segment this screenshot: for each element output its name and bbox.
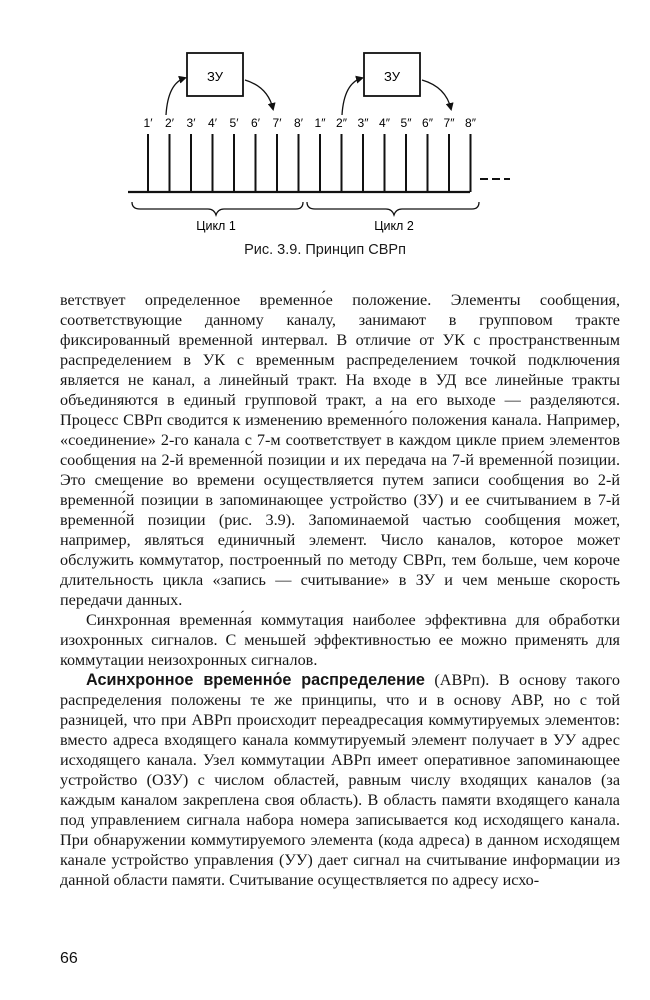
cycle-1-slot-label: 5′ <box>229 116 239 130</box>
write-arrow-2 <box>342 78 362 115</box>
cycle-2-brace <box>307 202 479 215</box>
cycle-2-slot-label: 2″ <box>336 116 347 130</box>
cycle-1-slot-label: 4′ <box>208 116 217 130</box>
cycle-2-slot-label: 3″ <box>357 116 369 130</box>
read-arrow-2 <box>422 80 451 109</box>
paragraph-3-body: (АВРп). В основу такого распределения положены те же принципы, что и в основу АВР, но с той разницей, что при АВРп происходит переадресация коммутируемых элементов: вместо адреса входящего канала коммутируемый элемент получает в УУ адрес исходящего канала. Узел коммутации АВРп имеет оперативное запоминающее устройство (ОЗУ) с числом областей, равным числу входящих каналов (за каждым каналом закреплена своя область). В область памяти входящего канала под управлением сигнала набора номера записывается код исходящего канала. При обнаружении коммутируемого элемента (кода адреса) в данном исходящем канале устройство управления (УУ) дает сигнал на считывание информации из данной области памяти. Считывание осуществляется по адресу исхо- <box>60 671 621 889</box>
cycle-1-slot-label: 2′ <box>165 116 174 130</box>
cycle-1-label: Цикл 1 <box>196 219 236 233</box>
paragraph-1: ветствует определенное временно́е положение. Элементы сообщения, соответствующие данному каналу, занимают в групповом тракте фиксированный временной интервал. В отличие от УК с пространственным распределением в УК с временным распределением точкой подключения является не канал, а линейный тракт. На входе в УД все линейные тракты объединяются в единый групповой тракт, а на его выходе — разделяются. Процесс СВРп сводится к изменению временно́го положения канала. Например, «соединение» 2-го канала с 7-м соответствует в каждом цикле прием элементов сообщения на 2-й временно́й позиции и их передача на 7-й временно́й позиции. Это смещение во времени осуществляется путем записи сообщения во 2-й временно́й позиции в запоминающее устройство (ЗУ) и ее считыванием в 7-й временно́й позиции (рис. 3.9). Запоминаемой частью сообщения может, например, являться единичный элемент. Число каналов, которое может обслужить коммутатор, построенный по методу СВРп, тем больше, чем короче длительность цикла «запись — считывание» в ЗУ и чем меньше скорость передачи данных. <box>60 291 620 609</box>
cycle-2-slot-label: 5″ <box>400 116 412 130</box>
cycle-1-slot-label: 7′ <box>272 116 282 130</box>
body-text <box>60 290 620 890</box>
paragraph-2: Синхронная временна́я коммутация наиболее эффективна для обработки изохронных сигналов. С меньшей эффективностью ее можно применять для коммутации неизохронных сигналов. <box>60 611 620 669</box>
cycle-2-slots <box>315 116 477 192</box>
paragraph-3-heading: Асинхронное временно́е распределение <box>86 671 425 689</box>
cycle-1-brace <box>132 202 303 215</box>
figure-caption: Рис. 3.9. Принцип СВРп <box>244 242 406 258</box>
cycle-1-slot-label: 8′ <box>294 116 303 130</box>
cycle-2-label: Цикл 2 <box>374 219 414 233</box>
cycle-2-slot-label: 1″ <box>314 116 326 130</box>
diagram-canvas <box>110 45 530 240</box>
cycle-1-slot-label: 3′ <box>186 116 196 130</box>
memory-box-1-label: ЗУ <box>207 69 223 84</box>
write-arrow-1 <box>166 78 185 115</box>
read-arrow-1 <box>245 80 273 109</box>
cycle-1-slots <box>144 116 304 192</box>
time-switching-diagram <box>110 45 530 240</box>
page-number: 66 <box>60 950 78 967</box>
cycle-2-slot-label: 4″ <box>379 116 390 130</box>
cycle-2-slot-label: 7″ <box>443 116 455 130</box>
paragraph-3 <box>60 670 620 890</box>
memory-box-2-label: ЗУ <box>384 69 400 84</box>
cycle-2-slot-label: 6″ <box>422 116 433 130</box>
cycle-1-slot-label: 6′ <box>251 116 260 130</box>
cycle-1-slot-label: 1′ <box>143 116 153 130</box>
cycle-2-slot-label: 8″ <box>465 116 476 130</box>
